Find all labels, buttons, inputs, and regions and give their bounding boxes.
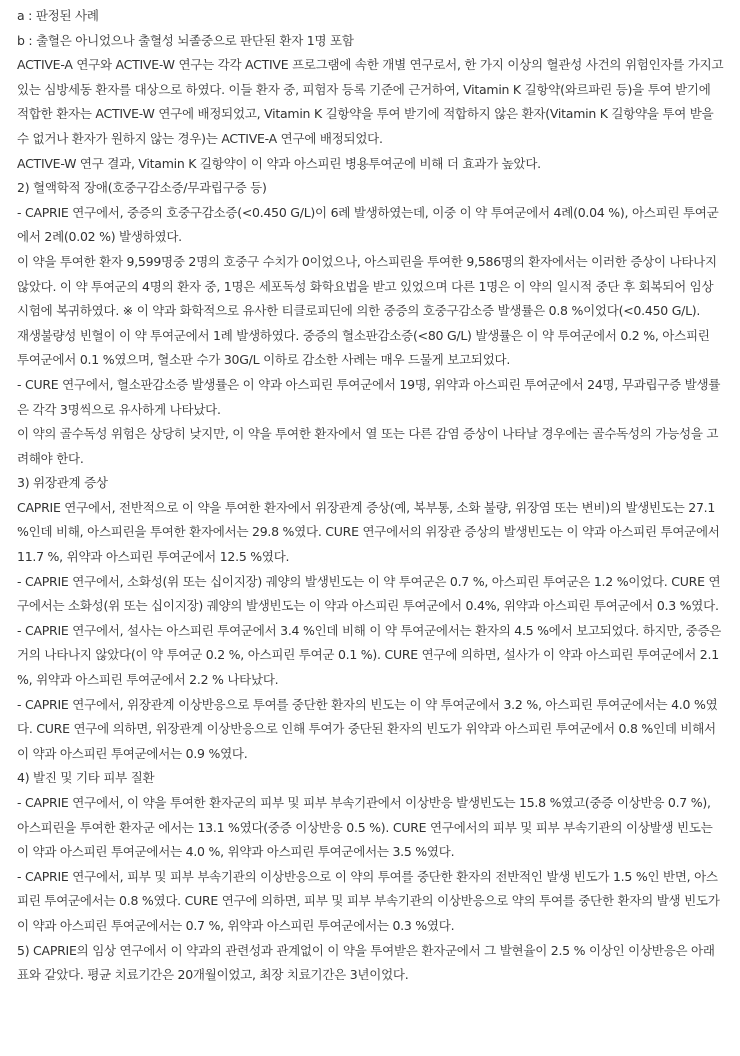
- aplastic-anemia-paragraph: 재생불량성 빈혈이 이 약 투여군에서 1례 발생하였다. 중증의 혈소판감소증(<80 G/L) 발생률은 이 약 투여군에서 0.2 %, 아스피린 투여군에서 0.1 %였으며, 혈소판 수가 30G/L 이하로 감소한 사례는 매우 드물게 보고되었다.: [17, 327, 710, 368]
- footnote-a: a : 판정된 사례: [17, 8, 99, 23]
- caprie-adverse-table-intro: 5) CAPRIE의 임상 연구에서 이 약과의 관련성과 관계없이 이 약을 투여받은 환자군에서 그 발현율이 2.5 % 이상인 이상반응은 아래표와 같았다. 평균 치료기간은 20개월이었고, 최장 치료기간은 3년이었다.: [17, 942, 715, 983]
- gi-discontinuation-paragraph: - CAPRIE 연구에서, 위장관계 이상반응으로 투여를 중단한 환자의 빈도는 이 약 투여군에서 3.2 %, 아스피린 투여군에서는 4.0 %였다. CURE 연구에 의하면, 위장관계 이상반응으로 인해 투여가 중단된 환자의 빈도가 위약과 아스피린 투여군에서 0.8 %인데 비해서 이 약과 아스피린 투여군에서는 0.9 %였다.: [17, 696, 718, 761]
- active-w-result-paragraph: ACTIVE-W 연구 결과, Vitamin K 길항약이 이 약과 아스피린 병용투여군에 비해 더 효과가 높았다.: [17, 155, 541, 171]
- footnote-b: b : 출혈은 아니었으나 출혈성 뇌졸중으로 판단된 환자 1명 포함: [17, 32, 354, 48]
- active-studies-paragraph: ACTIVE-A 연구와 ACTIVE-W 연구는 각각 ACTIVE 프로그램에 속한 개별 연구로서, 한 가지 이상의 혈관성 사건의 위험인자를 가지고 있는 심방세동 환자를 대상으로 하였다. 이들 환자 중, 피험자 등록 기준에 근거하여, Vitamin K 길항약(와르파린 등)을 투여 받기에 적합한 환자는 ACTIVE-W 연구에 배정되었고, Vitamin K 길항약을 투여 받기에 적합하지 않은 환자(Vitamin K 길항약을 투여 받을 수 없거나 환자가 원하지 않는 경우)는 ACTIVE-A 연구에 배정되었다.: [17, 57, 724, 146]
- skin-adverse-paragraph: - CAPRIE 연구에서, 이 약을 투여한 환자군의 피부 및 피부 부속기관에서 이상반응 발생빈도는 15.8 %였고(중증 이상반응 0.7 %), 아스피린을 투여한 환자군 에서는 13.1 %였다(중증 이상반응 0.5 %). CURE 연구에서의 피부 및 피부 부속기관의 이상발생 빈도는 이 약과 아스피린 투여군에서는 4.0 %, 위약과 아스피린 투여군에서는 3.5 %였다.: [17, 795, 713, 860]
- section-heading-gastrointestinal: 3) 위장관계 증상: [17, 475, 108, 491]
- diarrhea-paragraph: - CAPRIE 연구에서, 설사는 아스피린 투여군에서 3.4 %인데 비해 이 약 투여군에서는 환자의 4.5 %에서 보고되었다. 하지만, 중증은 거의 나타나지 않았다(이 약 투여군 0.2 %, 아스피린 투여군 0.1 %). CURE 연구에 의하면, 설사가 이 약과 아스피린 투여군에서 2.1 %, 위약과 아스피린 투여군에서 2.2 % 나타났다.: [17, 622, 722, 688]
- myelotoxicity-paragraph: 이 약의 골수독성 위험은 상당히 낮지만, 이 약을 투여한 환자에서 열 또는 다른 감염 증상이 나타날 경우에는 골수독성의 가능성을 고려해야 한다.: [17, 426, 719, 466]
- cure-thrombocytopenia-paragraph: - CURE 연구에서, 혈소판감소증 발생률은 이 약과 아스피린 투여군에서 19명, 위약과 아스피린 투여군에서 24명, 무과립구증 발생률은 각각 3명씩으로 유사하게 나타났다.: [17, 376, 721, 417]
- neutrophil-count-paragraph: 이 약을 투여한 환자 9,599명중 2명의 호중구 수치가 0이었으나, 아스피린을 투여한 9,586명의 환자에서는 이러한 증상이 나타나지 않았다. 이 약 투여군의 4명의 환자 중, 1명은 세포독성 화학요법을 받고 있었으며 다른 1명은 이 약의 일시적 중단 후 회복되어 임상시험에 복귀하였다. ※ 이 약과 화학적으로 유사한 티클로피딘에 의한 중증의 호중구감소증 발생률은 0.8 %이었다(<0.450 G/L).: [17, 253, 717, 319]
- caprie-gi-paragraph: CAPRIE 연구에서, 전반적으로 이 약을 투여한 환자에서 위장관계 증상(예, 복부통, 소화 불량, 위장염 또는 변비)의 발생빈도는 27.1 %인데 비해, 아스피린을 투여한 환자에서는 29.8 %였다. CURE 연구에서의 위장관 증상의 발생빈도는 이 약과 아스피린 투여군에서 11.7 %, 위약과 아스피린 투여군에서 12.5 %였다.: [17, 499, 720, 565]
- caprie-neutropenia-paragraph: - CAPRIE 연구에서, 중증의 호중구감소증(<0.450 G/L)이 6례 발생하였는데, 이중 이 약 투여군에서 4례(0.04 %), 아스피린 투여군에서 2례(0.02 %) 발생하였다.: [17, 204, 719, 245]
- peptic-ulcer-paragraph: - CAPRIE 연구에서, 소화성(위 또는 십이지장) 궤양의 발생빈도는 이 약 투여군은 0.7 %, 아스피린 투여군은 1.2 %이었다. CURE 연구에서는 소화성(위 또는 십이지장) 궤양의 발생빈도는 이 약과 아스피린 투여군에서 0.4%, 위약과 아스피린 투여군에서 0.3 %였다.: [17, 573, 721, 614]
- section-heading-skin: 4) 발진 및 기타 피부 질환: [17, 770, 155, 786]
- section-heading-hematologic: 2) 혈액학적 장애(호중구감소증/무과립구증 등): [17, 180, 267, 196]
- skin-discontinuation-paragraph: - CAPRIE 연구에서, 피부 및 피부 부속기관의 이상반응으로 이 약의 투여를 중단한 환자의 전반적인 발생 빈도가 1.5 %인 반면, 아스피린 투여군에서는 0.8 %였다. CURE 연구에 의하면, 피부 및 피부 부속기관의 이상반응으로 약의 투여를 중단한 환자의 발생 빈도가 이 약과 아스피린 투여군에서는 0.7 %, 위약과 아스피린 투여군에서는 0.3 %였다.: [17, 868, 720, 933]
